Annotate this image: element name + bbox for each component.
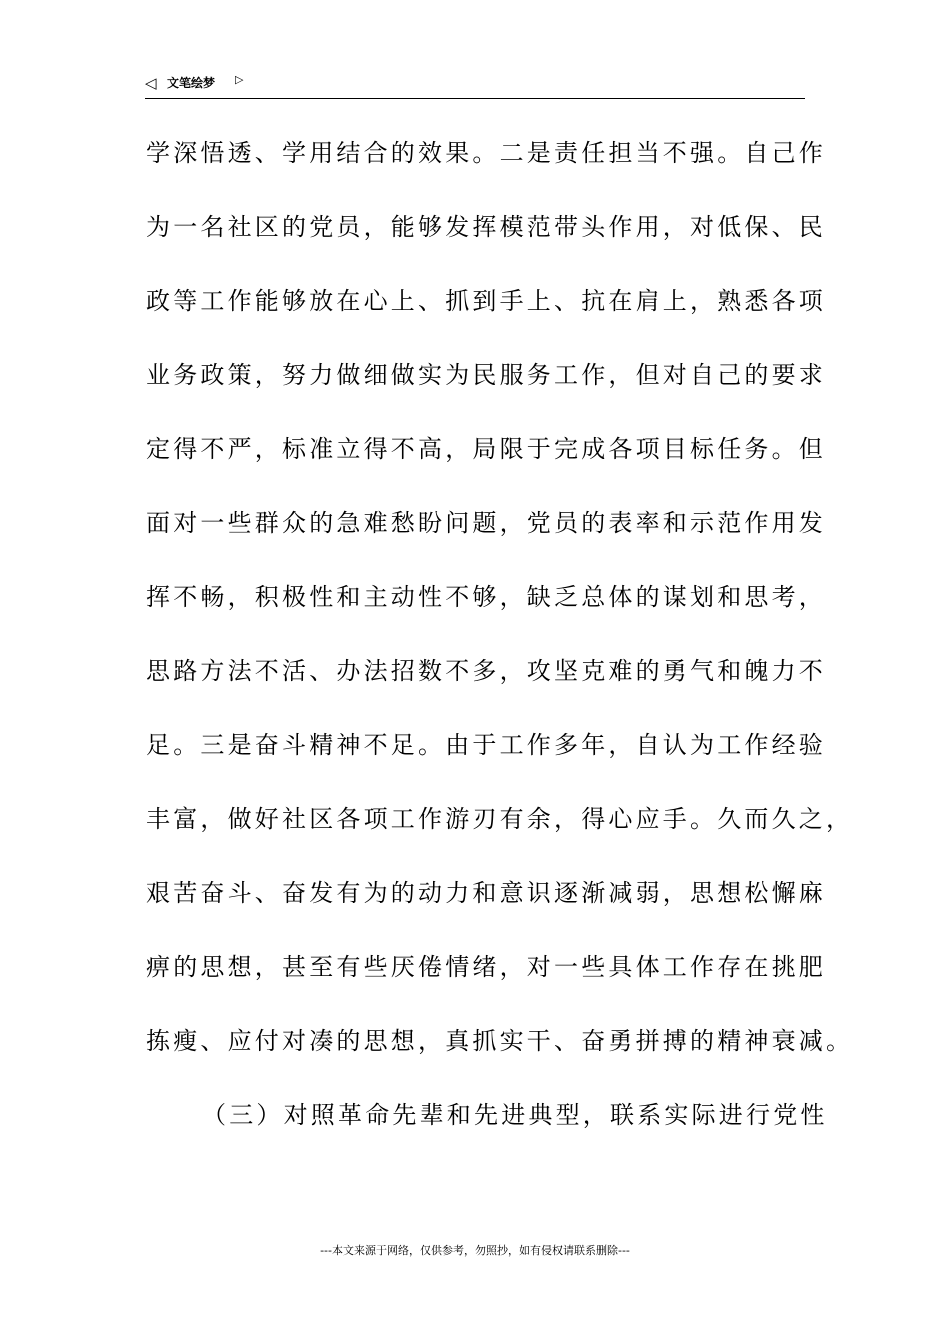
text-line: 学深悟透、学用结合的效果。二是责任担当不强。自己作 [146, 139, 826, 167]
text-line: 定得不严，标准立得不高，局限于完成各项目标任务。但 [146, 435, 826, 463]
text-line: 拣瘦、应付对凑的思想，真抓实干、奋勇拼搏的精神衰减。 [146, 1027, 854, 1055]
text-line: 为一名社区的党员，能够发挥模范带头作用，对低保、民 [146, 213, 826, 241]
text-line: 面对一些群众的急难愁盼问题，党员的表率和示范作用发 [146, 509, 826, 537]
text-line: 丰富，做好社区各项工作游刃有余，得心应手。久而久之， [146, 805, 854, 833]
text-line: 艰苦奋斗、奋发有为的动力和意识逐渐减弱，思想松懈麻 [146, 879, 826, 907]
triangle-left-icon: ◁ [145, 74, 157, 92]
footer-disclaimer: ---本文来源于网络，仅供参考，勿照抄，如有侵权请联系删除--- [320, 1244, 630, 1257]
text-line: 痹的思想，甚至有些厌倦情绪，对一些具体工作存在挑肥 [146, 953, 826, 981]
document-body [146, 131, 854, 1167]
text-line: 政等工作能够放在心上、抓到手上、抗在肩上，熟悉各项 [146, 287, 826, 315]
text-line: 挥不畅，积极性和主动性不够，缺乏总体的谋划和思考， [146, 583, 826, 611]
triangle-right-icon: ▷ [235, 73, 244, 86]
text-line: 思路方法不活、办法招数不多，攻坚克难的勇气和魄力不 [146, 657, 826, 685]
section-heading-line: （三）对照革命先辈和先进典型，联系实际进行党性 [202, 1101, 828, 1129]
header-title: 文笔绘梦 [167, 76, 216, 90]
text-line: 业务政策，努力做细做实为民服务工作，但对自己的要求 [146, 361, 826, 389]
page-header [145, 72, 805, 99]
text-line: 足。三是奋斗精神不足。由于工作多年，自认为工作经验 [146, 731, 826, 759]
